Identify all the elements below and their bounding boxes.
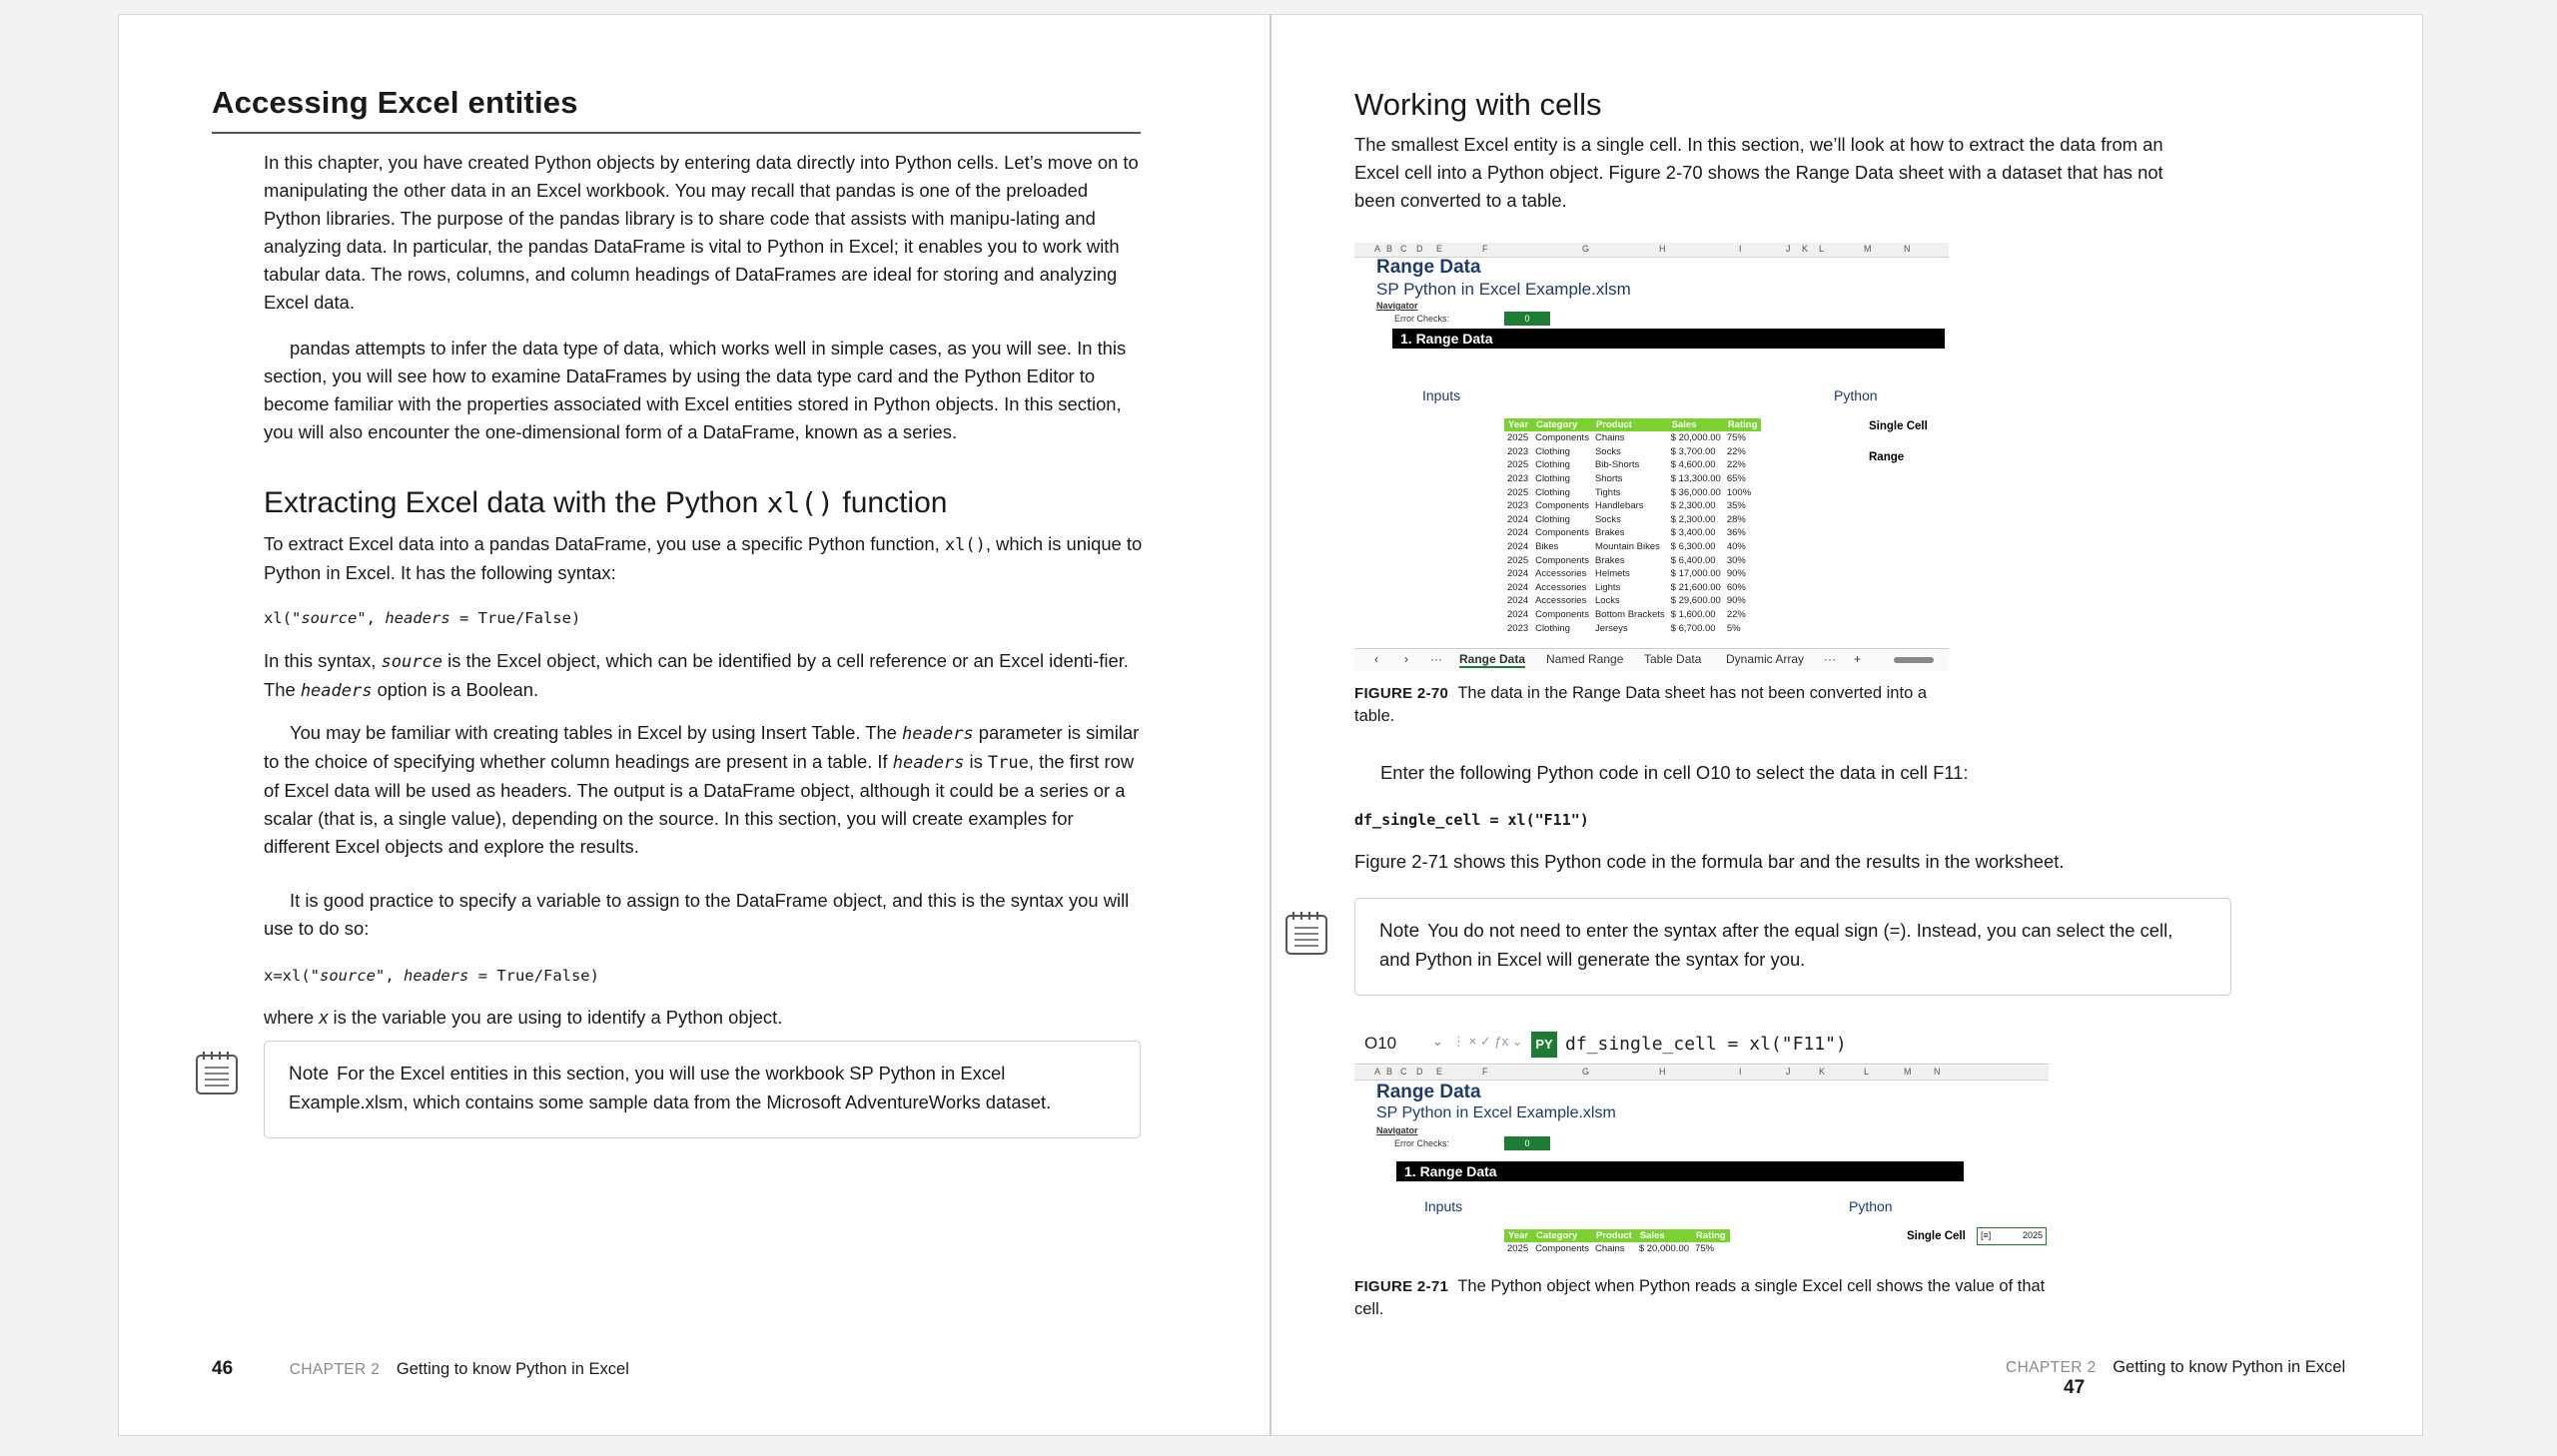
cell[interactable]: Lights [1594, 581, 1621, 593]
left-footer [212, 1358, 629, 1380]
code1-part: ", [357, 609, 386, 627]
table-row [1504, 485, 1761, 499]
cell[interactable]: Handlebars [1594, 500, 1644, 512]
cell[interactable]: $ 6,300.00 [1670, 541, 1716, 553]
cell[interactable]: $ 3,700.00 [1670, 445, 1716, 457]
table-row [1504, 445, 1761, 459]
cell[interactable]: 35% [1726, 500, 1746, 512]
python-label: Python [1834, 387, 1878, 403]
code1-source: source [301, 609, 358, 627]
col-k: K [1802, 244, 1809, 254]
right-page [1272, 15, 2422, 1435]
code1-part: = True/False) [449, 609, 581, 627]
python-cell-icon: [≡] [1981, 1230, 1992, 1240]
left-page [119, 15, 1272, 1435]
col-e: E [1436, 244, 1443, 254]
th-rating: Rating [1724, 418, 1762, 431]
cell[interactable]: Clothing [1535, 459, 1570, 471]
cell[interactable]: Socks [1594, 513, 1621, 525]
col-f: F [1482, 1067, 1488, 1077]
cell[interactable]: Accessories [1535, 595, 1587, 607]
col-a: A [1374, 1067, 1381, 1077]
p5-text: parameter is similar to the choice of specifying whether column headings are present in a table. If [264, 722, 1140, 772]
formula-bar [1354, 1024, 2049, 1065]
table-row [1504, 594, 1761, 608]
cell[interactable]: Bikes [1535, 541, 1559, 553]
p5-text-end: , the first row of Excel data will be used as headers. The output is a DataFrame object, although it could be a series or a scalar (that is, a single value), depending on the source. In this section, you will create examples for different Excel objects and explore the results. [264, 751, 1135, 857]
th-year: Year [1504, 418, 1532, 431]
cell[interactable]: 2024 [1507, 581, 1529, 593]
right-footer [2006, 1358, 2422, 1399]
single-cell-value: 2025 [2022, 1230, 2043, 1240]
paragraph-enter-code: Enter the following Python code in cell O10 to select the data in cell F11: [1380, 762, 1969, 783]
code1-headers: headers [385, 609, 450, 627]
cell[interactable]: Bib-Shorts [1594, 459, 1640, 471]
cell[interactable]: Shorts [1594, 473, 1623, 485]
note-box-right [1354, 898, 2231, 996]
error-checks-label-2: Error Checks: [1394, 1138, 1450, 1148]
navigator-link-2[interactable]: Navigator [1376, 1125, 1418, 1135]
th-category: Category [1532, 418, 1592, 431]
cell[interactable]: 90% [1726, 568, 1746, 580]
cell[interactable]: 36% [1726, 527, 1746, 539]
cell[interactable]: 5% [1726, 622, 1741, 634]
error-checks-label: Error Checks: [1394, 314, 1450, 324]
cell[interactable]: 22% [1726, 609, 1746, 621]
cell[interactable]: 75% [1695, 1243, 1715, 1255]
cell[interactable]: Jerseys [1594, 622, 1628, 634]
section-bar-2: 1. Range Data [1396, 1161, 1964, 1181]
col-m: M [1864, 244, 1872, 254]
table-row [1504, 458, 1761, 472]
section-bar: 1. Range Data [1392, 329, 1945, 349]
p3-text-end: , which is unique to Python in Excel. It has the following syntax: [264, 533, 1143, 583]
table-row [1504, 581, 1761, 595]
name-box[interactable]: O10 [1364, 1034, 1397, 1053]
cell[interactable]: 30% [1726, 554, 1746, 566]
column-headers-2 [1354, 1066, 2049, 1081]
cell[interactable]: $ 29,600.00 [1670, 595, 1721, 607]
col-g: G [1582, 244, 1590, 254]
table-row [1504, 553, 1761, 567]
figure-2-71-screenshot [1354, 1024, 2049, 1263]
cell[interactable]: $ 4,600.00 [1670, 459, 1716, 471]
note-label: Note [1379, 921, 1420, 942]
paragraph-intro: In this chapter, you have created Python objects by entering data directly into Python cells. Let’s move on to manipulating the other data in an Excel workbook. You may recall that pandas is one of the preloaded Python libraries. The purpose of the pandas library is to share code that assists with manipu-lating and analyzing data. In particular, the pandas DataFrame is vital to Python in Excel; it enables you to work with tabular data. The rows, columns, and column headings of DataFrames are ideal for storing and analyzing Excel data. [264, 152, 1139, 313]
cell[interactable]: 2024 [1507, 541, 1529, 553]
cell[interactable]: $ 13,300.00 [1670, 473, 1721, 485]
cell[interactable]: Helmets [1594, 568, 1630, 580]
paragraph-figure-2-71-ref: Figure 2-71 shows this Python code in the formula bar and the results in the worksheet. [1354, 851, 2065, 872]
cell[interactable]: 2023 [1507, 622, 1529, 634]
heading-accessing-excel-entities: Accessing Excel entities [212, 85, 578, 120]
th-sales: Sales [1668, 418, 1724, 431]
code2-part: = True/False) [468, 967, 599, 985]
cell[interactable]: $ 17,000.00 [1670, 568, 1721, 580]
p4-source: source [381, 652, 442, 672]
p5-text: is [964, 751, 988, 772]
cell[interactable]: Clothing [1535, 473, 1570, 485]
tab-dynamic-array[interactable]: Dynamic Array [1726, 652, 1805, 666]
heading-working-with-cells: Working with cells [1354, 87, 1602, 122]
col-a: A [1374, 244, 1381, 254]
cell[interactable]: 2024 [1507, 513, 1529, 525]
col-b: B [1386, 1067, 1393, 1077]
chapter-label: CHAPTER 2 [289, 1361, 381, 1378]
cell[interactable]: $ 36,000.00 [1670, 486, 1721, 498]
col-h: H [1659, 1067, 1666, 1077]
page-number: 47 [2064, 1377, 2086, 1398]
table-row [1504, 608, 1761, 622]
cell[interactable]: Tights [1594, 486, 1621, 498]
p4-text: In this syntax, [264, 650, 382, 671]
cell[interactable]: 65% [1726, 473, 1746, 485]
p4-text-end: option is a Boolean. [372, 679, 539, 700]
col-c: C [1400, 244, 1407, 254]
cell[interactable]: $ 6,700.00 [1670, 622, 1716, 634]
cell[interactable]: 2025 [1507, 432, 1529, 444]
table-row [1504, 499, 1761, 513]
col-l: L [1864, 1067, 1870, 1077]
cell[interactable]: Chains [1594, 432, 1625, 444]
tab-more[interactable]: ··· [1430, 652, 1442, 666]
error-checks-value: 0 [1504, 312, 1550, 326]
p3-code: xl() [944, 535, 986, 555]
col-b: B [1386, 244, 1393, 254]
figure-2-70-caption [1354, 682, 1944, 727]
single-cell-label-2: Single Cell [1907, 1230, 1966, 1242]
cell[interactable]: Components [1535, 500, 1589, 512]
sheet-subtitle-2: SP Python in Excel Example.xlsm [1376, 1104, 1616, 1121]
cell[interactable]: Components [1535, 554, 1589, 566]
cell[interactable]: 2025 [1507, 1243, 1529, 1255]
notepad-icon [1284, 910, 1328, 956]
col-j: J [1786, 244, 1791, 254]
code-df-single-cell: df_single_cell = xl("F11") [1354, 811, 1589, 829]
cell[interactable]: 22% [1726, 459, 1746, 471]
cell[interactable]: Accessories [1535, 568, 1587, 580]
col-n: N [1934, 1067, 1941, 1077]
p5-true: True [987, 753, 1029, 773]
cell[interactable]: 100% [1726, 486, 1752, 498]
paragraph-headers-parameter [264, 719, 1143, 861]
table-row [1504, 431, 1761, 445]
cell[interactable]: $ 1,600.00 [1670, 609, 1716, 621]
book-spread [118, 14, 2423, 1436]
column-headers [1354, 243, 1949, 258]
col-k: K [1819, 1067, 1826, 1077]
paragraph-cells-intro: The smallest Excel entity is a single cell. In this section, we’ll look at how to extract the data from an Excel cell into a Python object. Figure 2-70 shows the Range Data sheet with a dataset that has not been converted to a table. [1354, 134, 2163, 211]
cell[interactable]: Components [1535, 609, 1589, 621]
paragraph-syntax-explained [264, 647, 1143, 705]
heading-rule [212, 132, 1141, 134]
formula-text[interactable]: df_single_cell = xl("F11") [1565, 1034, 1847, 1055]
col-c: C [1400, 1067, 1407, 1077]
p3-text: To extract Excel data into a pandas DataFrame, you use a specific Python function, [264, 533, 945, 554]
fig70-label: FIGURE 2-70 [1354, 685, 1449, 702]
cell[interactable]: Chains [1594, 1243, 1625, 1255]
python-badge[interactable]: PY [1531, 1032, 1557, 1058]
inputs-label: Inputs [1422, 387, 1461, 403]
note-text-right [1379, 917, 2206, 974]
name-box-dropdown-icon[interactable]: ⌄ [1432, 1034, 1443, 1049]
cell[interactable]: $ 2,300.00 [1670, 513, 1716, 525]
col-h: H [1659, 244, 1666, 254]
chapter-label: CHAPTER 2 [2006, 1359, 2097, 1376]
cell[interactable]: 40% [1726, 541, 1746, 553]
th-year: Year [1504, 1229, 1532, 1242]
col-e: E [1436, 1067, 1443, 1077]
single-cell-result[interactable] [1977, 1227, 2047, 1245]
heading2-text-end: function [834, 486, 948, 519]
sheet-title: Range Data [1376, 257, 1481, 278]
add-sheet-icon[interactable]: + [1854, 652, 1862, 666]
sheet-title-2: Range Data [1376, 1082, 1481, 1102]
fig71-text: The Python object when Python reads a single Excel cell shows the value of that cell. [1354, 1277, 2046, 1318]
th-product: Product [1592, 1229, 1636, 1242]
cell[interactable]: Components [1535, 527, 1589, 539]
p5-headers: headers [892, 753, 965, 773]
cell[interactable]: 90% [1726, 595, 1746, 607]
cell[interactable]: Clothing [1535, 622, 1570, 634]
cell[interactable]: 2025 [1507, 486, 1529, 498]
th-product: Product [1592, 418, 1668, 431]
range-label: Range [1869, 451, 1905, 463]
cell[interactable]: $ 20,000.00 [1670, 432, 1721, 444]
single-cell-label: Single Cell [1869, 420, 1928, 432]
paragraph-pandas: pandas attempts to infer the data type of data, which works well in simple cases, as you will see. In this section, you will see how to examine DataFrames by using the data type card and the Python Editor to become familiar with the properties associated with Excel entities stored in Python objects. In this section, you will also encounter the one-dimensional form of a DataFrame, known as a series. [264, 338, 1127, 442]
tab-range-data[interactable]: Range Data [1459, 652, 1526, 666]
cell[interactable]: $ 2,300.00 [1670, 500, 1716, 512]
cell[interactable]: Socks [1594, 445, 1621, 457]
note-text [289, 1060, 1116, 1116]
cell[interactable]: 2024 [1507, 609, 1529, 621]
cell[interactable]: Mountain Bikes [1594, 541, 1660, 553]
p7-x: x [319, 1007, 329, 1028]
fig71-label: FIGURE 2-71 [1354, 1278, 1449, 1295]
cell[interactable]: Locks [1594, 595, 1620, 607]
cell[interactable]: 2023 [1507, 500, 1529, 512]
cell[interactable]: Bottom Brackets [1594, 609, 1665, 621]
note-box [264, 1041, 1141, 1138]
cell[interactable]: 22% [1726, 445, 1746, 457]
inputs-label-2: Inputs [1424, 1198, 1463, 1214]
tab-prev-icon[interactable]: ‹ [1374, 652, 1378, 666]
fig70-text: The data in the Range Data sheet has not been converted into a table. [1354, 684, 1928, 725]
note-body: For the Excel entities in this section, you will use the workbook SP Python in Excel Example.xlsm, which contains some sample data from the Microsoft AdventureWorks dataset. [289, 1063, 1052, 1112]
cell[interactable]: $ 20,000.00 [1638, 1243, 1690, 1255]
note-body: You do not need to enter the syntax after the equal sign (=). Instead, you can select the cell, and Python in Excel will generate the syntax for you. [1379, 920, 2173, 970]
sheet-tabs [1354, 648, 1949, 671]
h-scrollbar[interactable] [1894, 657, 1934, 663]
table-row [1504, 540, 1761, 554]
chapter-title: Getting to know Python in Excel [396, 1360, 629, 1378]
col-l: L [1819, 244, 1825, 254]
p4-headers: headers [300, 681, 373, 701]
code-syntax-2 [264, 967, 599, 985]
range-data-table [1504, 418, 1761, 635]
cell[interactable]: 28% [1726, 513, 1746, 525]
table-row [1504, 567, 1761, 581]
th-rating: Rating [1692, 1229, 1730, 1242]
sheet-subtitle: SP Python in Excel Example.xlsm [1376, 280, 1631, 299]
tab-more-2[interactable]: ··· [1824, 652, 1836, 666]
table-row [1504, 513, 1761, 527]
p4-text-mid: is the Excel object, which can be identified by a cell reference or an Excel identi-fier. The [264, 650, 1129, 700]
chapter-title: Getting to know Python in Excel [2113, 1358, 2346, 1376]
tab-table-data[interactable]: Table Data [1644, 652, 1702, 666]
cell[interactable]: Brakes [1594, 554, 1625, 566]
figure-2-71-caption [1354, 1275, 2054, 1320]
cell[interactable]: 75% [1726, 432, 1746, 444]
cell[interactable]: Clothing [1535, 513, 1570, 525]
col-m: M [1904, 1067, 1912, 1077]
cell[interactable]: 2024 [1507, 568, 1529, 580]
notepad-icon [195, 1050, 239, 1095]
th-category: Category [1532, 1229, 1592, 1242]
cell[interactable]: 2025 [1507, 554, 1529, 566]
paragraph-variable: It is good practice to specify a variable to assign to the DataFrame object, and this is the syntax you will use to do so: [264, 890, 1130, 939]
cell[interactable]: Components [1535, 1243, 1589, 1255]
p5-headers: headers [902, 724, 974, 744]
cell[interactable]: Brakes [1594, 527, 1625, 539]
heading-extracting-excel-data [264, 486, 947, 520]
table-row [1504, 526, 1761, 540]
col-j: J [1786, 1067, 1791, 1077]
col-n: N [1904, 244, 1911, 254]
note-label: Note [289, 1064, 330, 1085]
heading2-text: Extracting Excel data with the Python [264, 486, 767, 519]
th-sales: Sales [1636, 1229, 1692, 1242]
code2-headers: headers [404, 967, 469, 985]
col-f: F [1482, 244, 1488, 254]
col-i: I [1739, 244, 1742, 254]
error-checks-value-2: 0 [1504, 1136, 1550, 1150]
cell[interactable]: 2024 [1507, 595, 1529, 607]
table-row [1504, 472, 1761, 486]
heading2-code: xl() [766, 486, 835, 519]
range-data-table-2 [1504, 1229, 1730, 1256]
code2-part: x=xl(" [264, 967, 320, 985]
col-g: G [1582, 1067, 1590, 1077]
code1-part: xl(" [264, 609, 302, 627]
p5-text: You may be familiar with creating tables in Excel by using Insert Table. The [290, 722, 903, 743]
cell[interactable]: $ 3,400.00 [1670, 527, 1716, 539]
tab-next-icon[interactable]: › [1404, 652, 1408, 666]
navigator-link[interactable]: Navigator [1376, 301, 1418, 311]
cell[interactable]: Accessories [1535, 581, 1587, 593]
code-syntax-1 [264, 609, 580, 627]
cell[interactable]: Clothing [1535, 445, 1570, 457]
cell[interactable]: 2025 [1507, 459, 1529, 471]
cell[interactable]: 2023 [1507, 445, 1529, 457]
cell[interactable]: 2023 [1507, 473, 1529, 485]
p7-text-end: is the variable you are using to identify a Python object. [328, 1007, 783, 1028]
cell[interactable]: $ 6,400.00 [1670, 554, 1716, 566]
formula-bar-controls-icon[interactable]: ⋮ × ✓ ƒx ⌄ [1452, 1034, 1523, 1049]
code2-part: ", [376, 967, 404, 985]
python-label-2: Python [1849, 1198, 1893, 1214]
cell[interactable]: $ 21,600.00 [1670, 581, 1721, 593]
code2-source: source [320, 967, 376, 985]
cell[interactable]: Clothing [1535, 486, 1570, 498]
page-number: 46 [212, 1358, 234, 1379]
table-row [1504, 621, 1761, 635]
paragraph-xl-function [264, 530, 1143, 587]
col-i: I [1739, 1067, 1742, 1077]
figure-2-70-screenshot [1354, 243, 1949, 672]
cell[interactable]: 2024 [1507, 527, 1529, 539]
col-d: D [1416, 1067, 1423, 1077]
tab-named-range[interactable]: Named Range [1546, 652, 1624, 666]
cell[interactable]: Components [1535, 432, 1589, 444]
p7-text: where [264, 1007, 320, 1028]
col-d: D [1416, 244, 1423, 254]
paragraph-where-x [264, 1004, 1143, 1032]
cell[interactable]: 60% [1726, 581, 1746, 593]
